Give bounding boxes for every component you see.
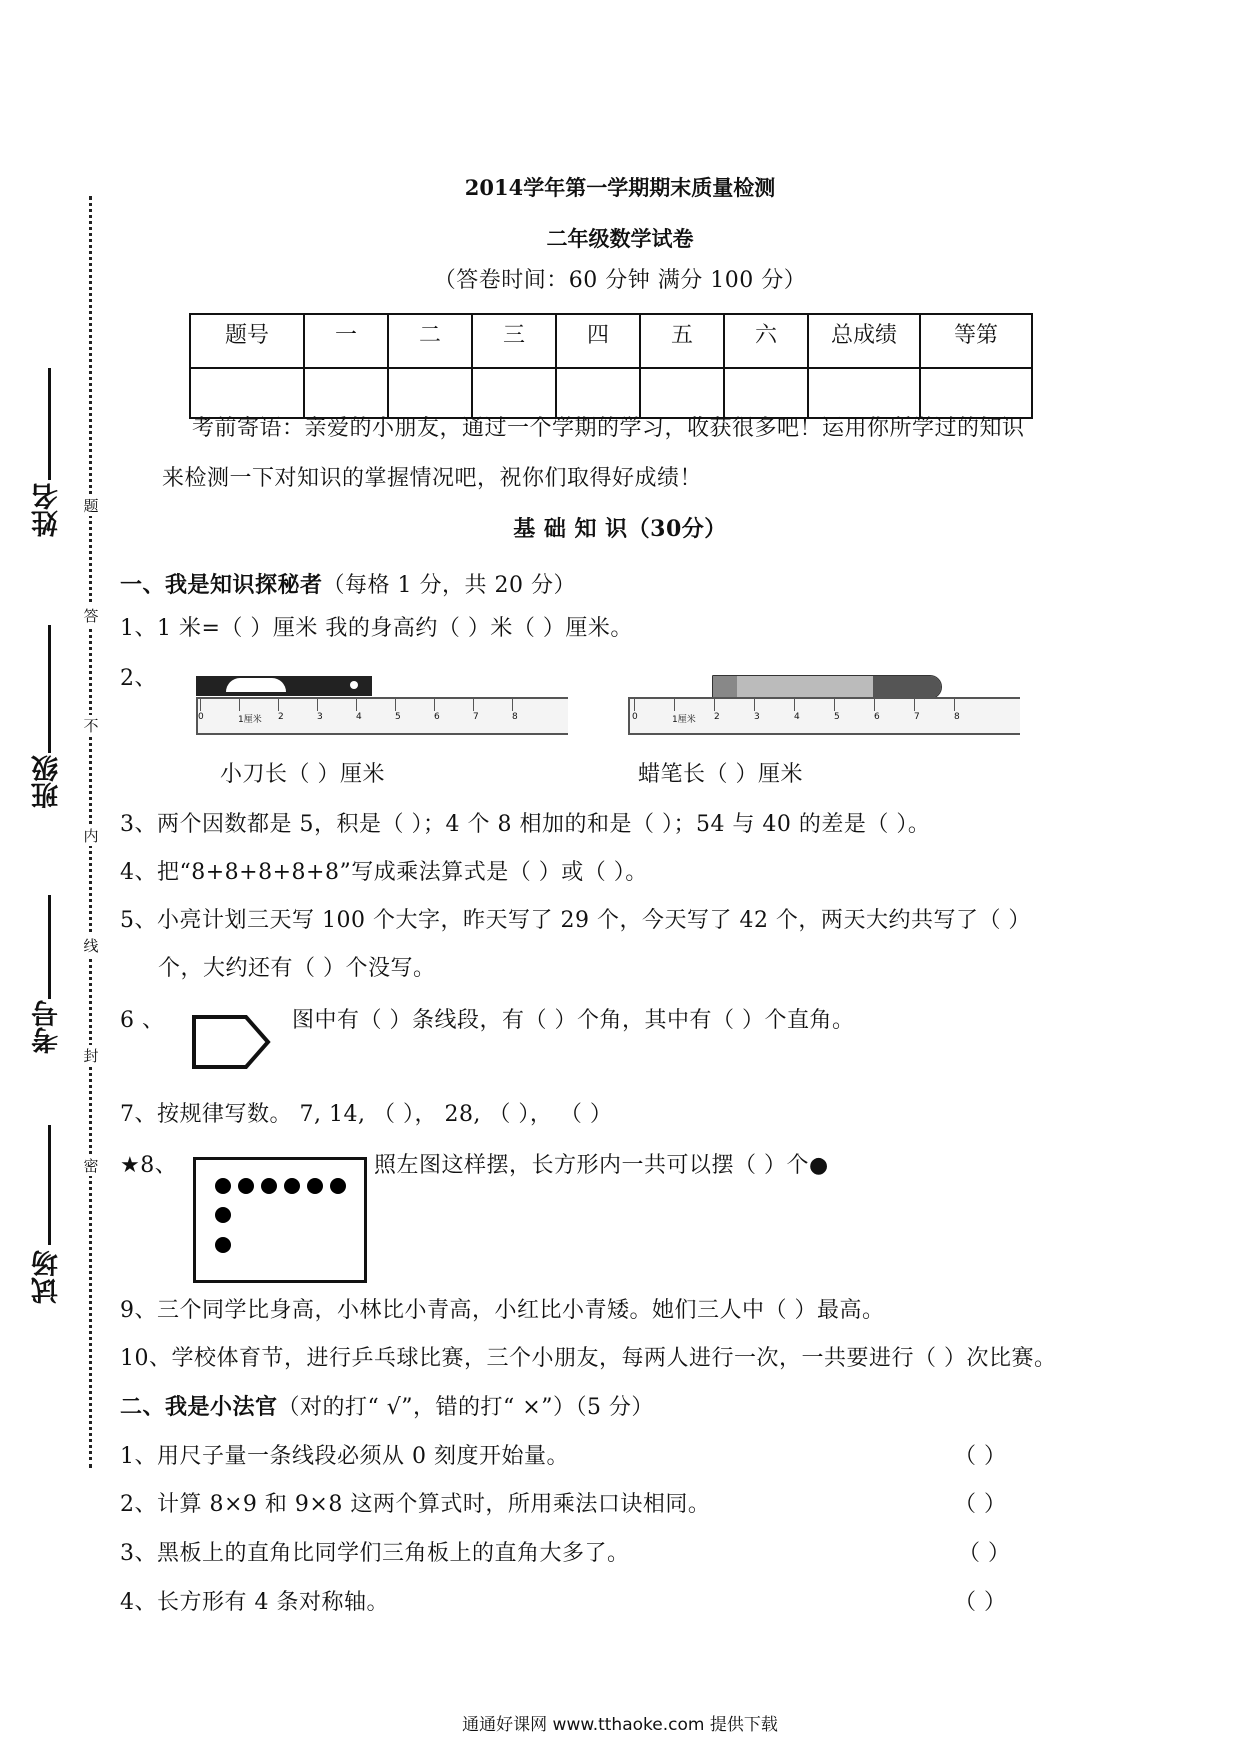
judge-answer-blank[interactable]: （ ） (954, 1444, 1007, 1469)
seal-char: 答 (83, 607, 99, 625)
exam-room-label: 试场 (32, 1250, 63, 1304)
ruler-number: 7 (914, 712, 920, 722)
section-basic-heading: 基 础 知 识（30分） (513, 516, 727, 542)
exam-time-info: （答卷时间：60 分钟 满分 100 分） (433, 268, 807, 293)
judge-answer-blank[interactable]: （ ） (958, 1541, 1011, 1566)
question-3: 3、两个因数都是 5，积是（ ）；4 个 8 相加的和是（ ）；54 与 40 的差是（ ）。 (120, 812, 931, 837)
score-header-cell: 六 (724, 314, 808, 368)
intro-line-2: 来检测一下对知识的掌握情况吧，祝你们取得好成绩！ (162, 466, 703, 491)
class-label: 班级 (32, 755, 63, 809)
part2-heading (120, 1396, 654, 1419)
class-underline (48, 625, 51, 753)
ruler-number: 8 (512, 712, 518, 722)
knife-hole (350, 681, 358, 689)
knife-blade-window (226, 678, 286, 692)
judge-item: 3、黑板上的直角比同学们三角板上的直角大多了。 (120, 1541, 630, 1566)
ruler-tick (754, 699, 755, 711)
score-table-entry-row (190, 368, 1032, 418)
judge-item: 4、长方形有 4 条对称轴。 (120, 1590, 389, 1615)
ruler-tick (512, 699, 513, 711)
dot (215, 1178, 231, 1194)
score-header-cell: 总成绩 (808, 314, 920, 368)
score-entry-cell[interactable] (388, 368, 472, 418)
ruler-tick (239, 699, 240, 711)
score-entry-cell[interactable] (640, 368, 724, 418)
ruler-tick (794, 699, 795, 711)
ruler-number: 7 (473, 712, 479, 722)
ruler-number: 2 (714, 712, 720, 722)
ruler-tick (278, 699, 279, 711)
score-entry-cell[interactable] (724, 368, 808, 418)
dot (215, 1207, 231, 1223)
crayon-ruler (628, 697, 1020, 735)
score-entry-cell[interactable] (472, 368, 556, 418)
seal-char: 题 (83, 497, 99, 515)
judge-answer-blank[interactable]: （ ） (954, 1590, 1007, 1615)
score-entry-cell[interactable] (190, 368, 304, 418)
intro-line-1: 考前寄语：亲爱的小朋友，通过一个学期的学习，收获很多吧！运用你所学过的知识 (192, 416, 1025, 441)
question-2-label: 2、 (120, 666, 157, 691)
score-header-cell: 等第 (920, 314, 1032, 368)
judge-answer-blank[interactable]: （ ） (954, 1492, 1007, 1517)
seal-char: 不 (83, 717, 99, 735)
ruler-tick (395, 699, 396, 711)
ruler-number: 6 (874, 712, 880, 722)
seal-char: 线 (83, 937, 99, 955)
ruler-tick (914, 699, 915, 711)
exam-no-underline (48, 895, 51, 999)
seal-char: 内 (83, 827, 99, 845)
ruler-number: 1厘米 (238, 715, 262, 725)
score-header-cell: 五 (640, 314, 724, 368)
part2-title: 二、我是小法官 (120, 1394, 278, 1420)
ruler-number: 6 (434, 712, 440, 722)
judge-item: 1、用尺子量一条线段必须从 0 刻度开始量。 (120, 1444, 569, 1469)
ruler-tick (714, 699, 715, 711)
seal-char: 密 (83, 1157, 99, 1175)
ruler-number: 8 (954, 712, 960, 722)
ruler-number: 3 (754, 712, 760, 722)
part1-note: （每格 1 分，共 20 分） (322, 573, 576, 598)
question-1: 1、1 米=（ ）厘米 我的身高约（ ）米（ ）厘米。 (120, 616, 633, 641)
ruler-tick (634, 699, 635, 711)
score-header-cell: 四 (556, 314, 640, 368)
ruler-number: 0 (632, 712, 638, 722)
ruler-tick (954, 699, 955, 711)
pentagon-shape (190, 1014, 272, 1070)
question-10: 10、学校体育节，进行乒乓球比赛，三个小朋友，每两人进行一次，一共要进行（ ）次比赛。 (120, 1346, 1057, 1371)
ruler-tick (834, 699, 835, 711)
knife-image (196, 676, 372, 696)
crayon-image (712, 675, 942, 699)
part1-heading (120, 574, 576, 597)
question-9: 9、三个同学比身高，小林比小青高，小红比小青矮。她们三人中（ ）最高。 (120, 1298, 885, 1323)
dot (238, 1178, 254, 1194)
ruler-tick (674, 699, 675, 711)
name-underline (48, 368, 51, 480)
ruler-number: 1厘米 (672, 715, 696, 725)
ruler-number: 4 (356, 712, 362, 722)
question-2-knife: 小刀长（ ）厘米 (220, 762, 385, 787)
score-entry-cell[interactable] (304, 368, 388, 418)
dot (284, 1178, 300, 1194)
ruler-tick (434, 699, 435, 711)
ruler-tick (200, 699, 201, 711)
question-5-line-1: 5、小亮计划三天写 100 个大字，昨天写了 29 个，今天写了 42 个，两天大约共写了（ ） (120, 908, 1031, 933)
ruler-number: 3 (317, 712, 323, 722)
judge-item: 2、计算 8×9 和 9×8 这两个算式时，所用乘法口诀相同。 (120, 1492, 711, 1517)
part2-note: （对的打“ √”，错的打“ ×”）（5 分） (277, 1395, 654, 1420)
dot-rectangle (193, 1157, 367, 1283)
question-8-label: ★8、 (120, 1153, 178, 1178)
ruler-tick (317, 699, 318, 711)
name-label: 姓名 (32, 483, 63, 537)
question-5-line-2: 个，大约还有（ ）个没写。 (158, 956, 436, 981)
question-8: 照左图这样摆，长方形内一共可以摆（ ）个● (374, 1153, 829, 1178)
question-6: 图中有（ ）条线段，有（ ）个角，其中有（ ）个直角。 (292, 1008, 855, 1033)
crayon-tip (873, 676, 941, 698)
dot (330, 1178, 346, 1194)
ruler-number: 2 (278, 712, 284, 722)
score-header-cell: 三 (472, 314, 556, 368)
ruler-number: 0 (198, 712, 204, 722)
score-table (189, 313, 1033, 419)
question-2-crayon: 蜡笔长（ ）厘米 (638, 762, 803, 787)
score-header-cell: 二 (388, 314, 472, 368)
dot (307, 1178, 323, 1194)
seal-char: 封 (83, 1047, 99, 1065)
score-entry-cell[interactable] (920, 368, 1032, 418)
ruler-number: 5 (834, 712, 840, 722)
ruler-tick (874, 699, 875, 711)
score-table-header-row (190, 314, 1032, 368)
question-6-label: 6 、 (120, 1008, 165, 1033)
footer-credit: 通通好课网 www.tthaoke.com 提供下载 (462, 1715, 778, 1735)
part1-title: 一、我是知识探秘者 (120, 572, 323, 598)
exam-no-label: 考号 (32, 1000, 63, 1054)
ruler-number: 4 (794, 712, 800, 722)
score-entry-cell[interactable] (808, 368, 920, 418)
question-7: 7、按规律写数。 7, 14, （ ）， 28, （ ）， （ ） (120, 1102, 613, 1127)
dot (215, 1237, 231, 1253)
exam-room-underline (48, 1125, 51, 1245)
exam-subtitle: 二年级数学试卷 (546, 226, 694, 251)
dot (261, 1178, 277, 1194)
ruler-tick (473, 699, 474, 711)
ruler-number: 5 (395, 712, 401, 722)
exam-title: 2014学年第一学期期末质量检测 (464, 175, 776, 200)
crayon-cap (713, 676, 737, 698)
score-header-cell: 一 (304, 314, 388, 368)
knife-ruler (196, 697, 568, 735)
score-header-cell: 题号 (190, 314, 304, 368)
ruler-tick (356, 699, 357, 711)
score-entry-cell[interactable] (556, 368, 640, 418)
question-4: 4、把“8+8+8+8+8”写成乘法算式是（ ）或（ ）。 (120, 860, 648, 885)
